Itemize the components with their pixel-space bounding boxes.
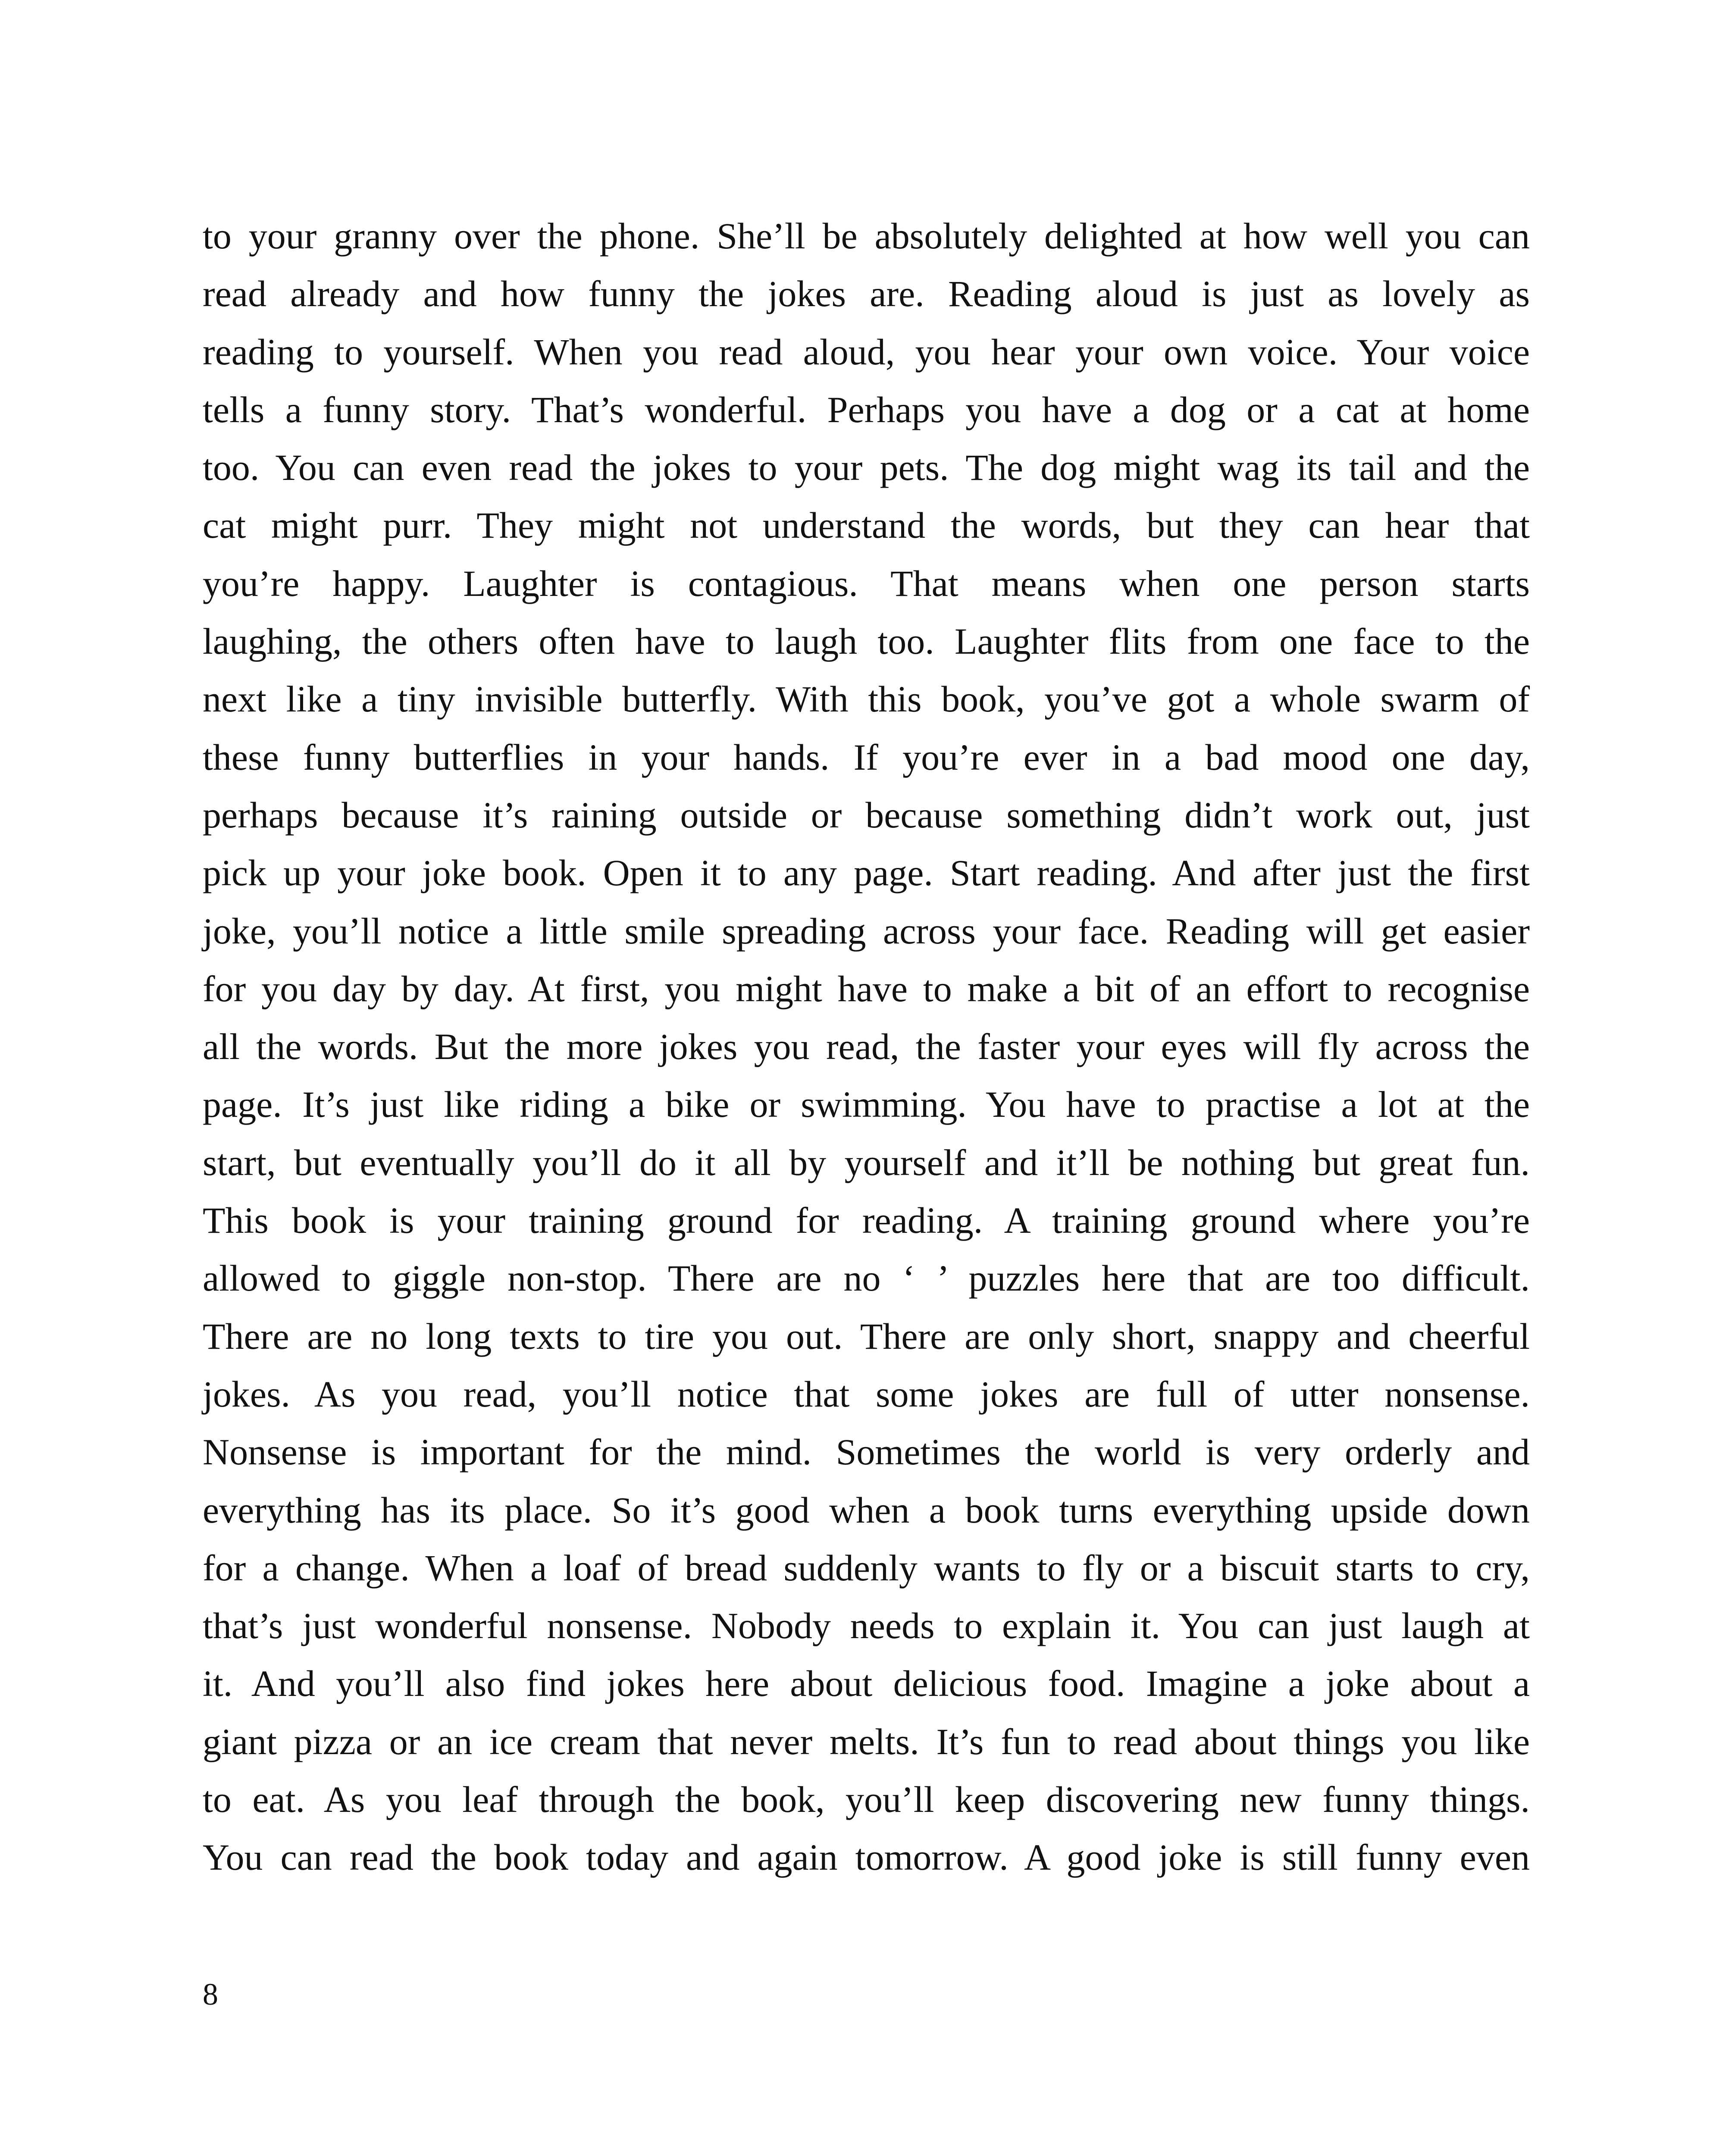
text-line: tells a funny story. That’s wonderful. Perhaps you have a dog or a cat at home	[203, 389, 1530, 430]
text-line: reading to yourself. When you read aloud, you hear your own voice. Your voice	[203, 331, 1530, 373]
page-number: 8	[203, 1977, 218, 2012]
text-line: start, but eventually you’ll do it all by yourself and it’ll be nothing but great fun.	[203, 1141, 1530, 1183]
text-line: it. And you’ll also find jokes here about delicious food. Imagine a joke about a	[203, 1663, 1530, 1705]
text-line: cat might purr. They might not understand the words, but they can hear that	[203, 505, 1530, 546]
text-line: too. You can even read the jokes to your pets. The dog might wag its tail and the	[203, 447, 1530, 489]
text-line: This book is your training ground for reading. A training ground where you’re	[203, 1200, 1530, 1241]
text-line: page. It’s just like riding a bike or swimming. You have to practise a lot at the	[203, 1084, 1530, 1125]
text-line: next like a tiny invisible butterfly. With this book, you’ve got a whole swarm of	[203, 678, 1530, 720]
text-line: allowed to giggle non-stop. There are no ‘ ’ puzzles here that are too difficult.	[203, 1257, 1530, 1299]
text-line: to your granny over the phone. She’ll be absolutely delighted at how well you can	[203, 215, 1530, 257]
text-line: Nonsense is important for the mind. Sometimes the world is very orderly and	[203, 1431, 1530, 1473]
text-line: perhaps because it’s raining outside or because something didn’t work out, just	[203, 794, 1530, 836]
text-line: giant pizza or an ice cream that never melts. It’s fun to read about things you like	[203, 1720, 1530, 1762]
text-line: to eat. As you leaf through the book, you’ll keep discovering new funny things.	[203, 1779, 1530, 1821]
text-line: There are no long texts to tire you out. There are only short, snappy and cheerful	[203, 1315, 1530, 1357]
text-line: pick up your joke book. Open it to any page. Start reading. And after just the first	[203, 852, 1530, 894]
text-line: that’s just wonderful nonsense. Nobody needs to explain it. You can just laugh at	[203, 1605, 1530, 1647]
text-line: you’re happy. Laughter is contagious. That means when one person starts	[203, 562, 1530, 604]
text-line: for a change. When a loaf of bread suddenly wants to fly or a biscuit starts to cry,	[203, 1547, 1530, 1589]
body-paragraph	[203, 207, 1530, 1887]
text-line: these funny butterflies in your hands. If you’re ever in a bad mood one day,	[203, 736, 1530, 778]
text-line: jokes. As you read, you’ll notice that some jokes are full of utter nonsense.	[203, 1373, 1530, 1415]
text-line: read already and how funny the jokes are. Reading aloud is just as lovely as	[203, 273, 1530, 315]
text-line: laughing, the others often have to laugh too. Laughter flits from one face to the	[203, 620, 1530, 662]
text-line: all the words. But the more jokes you read, the faster your eyes will fly across the	[203, 1026, 1530, 1068]
text-line: You can read the book today and again tomorrow. A good joke is still funny even	[203, 1836, 1530, 1878]
text-line: for you day by day. At first, you might have to make a bit of an effort to recognise	[203, 968, 1530, 1009]
text-line: everything has its place. So it’s good when a book turns everything upside down	[203, 1489, 1530, 1531]
text-line: joke, you’ll notice a little smile spreading across your face. Reading will get easier	[203, 910, 1530, 952]
